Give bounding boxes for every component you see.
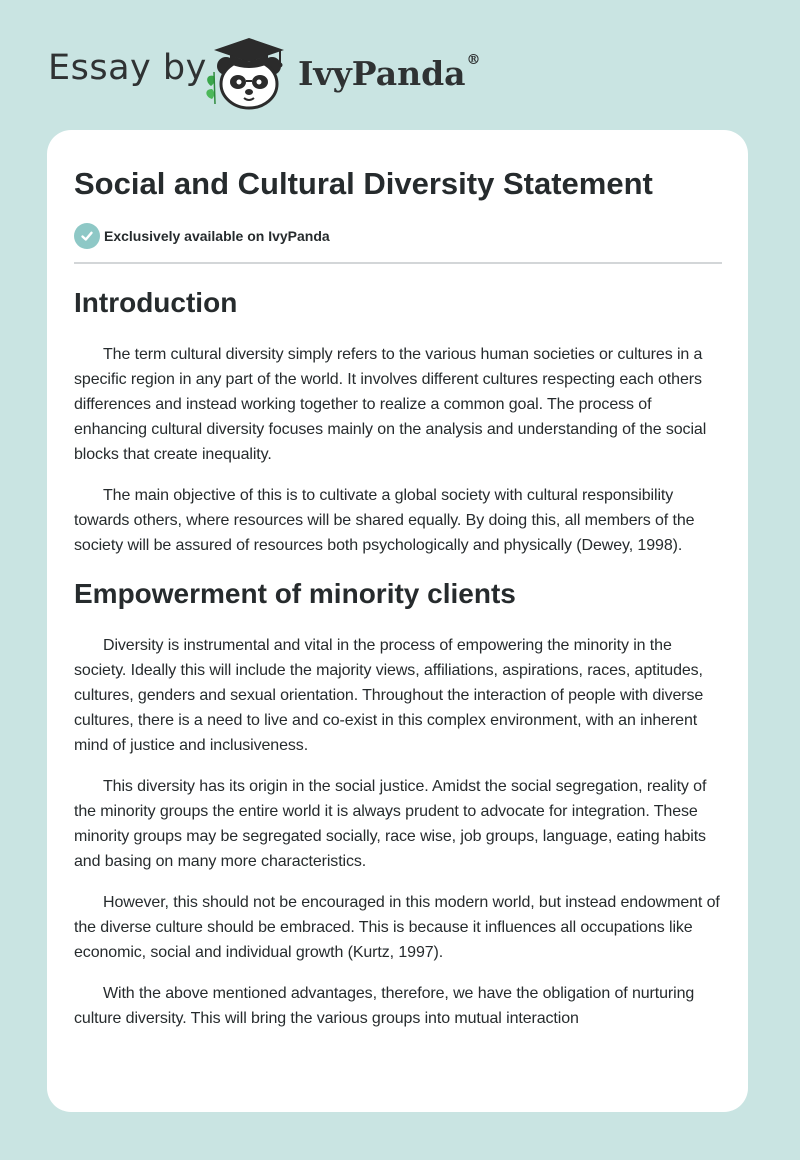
paragraph: This diversity has its origin in the social justice. Amidst the social segregation, reality of the minority groups the entire world it is always prudent to advocate for integration. These minority groups may be segregated socially, race wise, job groups, language, eating habits and basing on many more characteristics. [74, 778, 707, 870]
exclusive-badge [74, 222, 722, 250]
registered-mark: ® [466, 52, 481, 68]
essay-card [47, 130, 748, 1112]
paragraph: However, this should not be encouraged in this modern world, but instead endowment of the diverse culture should be embraced. This is because it influences all occupations like economic, social and individual growth (Kurtz, 1997). [74, 894, 720, 961]
essay-content [74, 164, 722, 1031]
exclusive-label: Exclusively available on IvyPanda [104, 228, 330, 244]
panda-graduate-icon [202, 34, 294, 110]
paragraph: The main objective of this is to cultivate a global society with cultural responsibility towards others, where resources will be shared equally. By doing this, all members of the society will be assured of resources both psychologically and physically (Dewey, 1998). [74, 487, 695, 554]
section-heading: Introduction [74, 287, 238, 318]
section-heading: Empowerment of minority clients [74, 578, 516, 609]
paragraph: Diversity is instrumental and vital in the process of empowering the minority in the society. Ideally this will include the majority views, affiliations, aspirations, races, aptitudes, cultures, genders and sexual orientation. Throughout the interaction of people with diverse cultures, there is a need to live and co-exist in this complex environment, with an inherent mind of justice and inclusiveness. [74, 637, 704, 754]
section-introduction [74, 287, 722, 558]
brand-prefix: Essay by [48, 48, 207, 88]
check-circle-icon [74, 223, 100, 249]
section-empowerment [74, 578, 722, 1031]
paragraph: With the above mentioned advantages, therefore, we have the obligation of nurturing culture diversity. This will bring the various groups into mutual interaction [74, 985, 695, 1027]
site-header [48, 34, 508, 110]
divider [74, 262, 722, 264]
brand-name: IvyPanda® [298, 52, 481, 93]
page-title: Social and Cultural Diversity Statement [74, 166, 653, 201]
paragraph: The term cultural diversity simply refers to the various human societies or cultures in a specific region in any part of the world. It involves different cultures respecting each others differences and instead working together to realize a common goal. The process of enhancing cultural diversity focuses mainly on the analysis and understanding of the social blocks that create inequality. [74, 346, 707, 463]
